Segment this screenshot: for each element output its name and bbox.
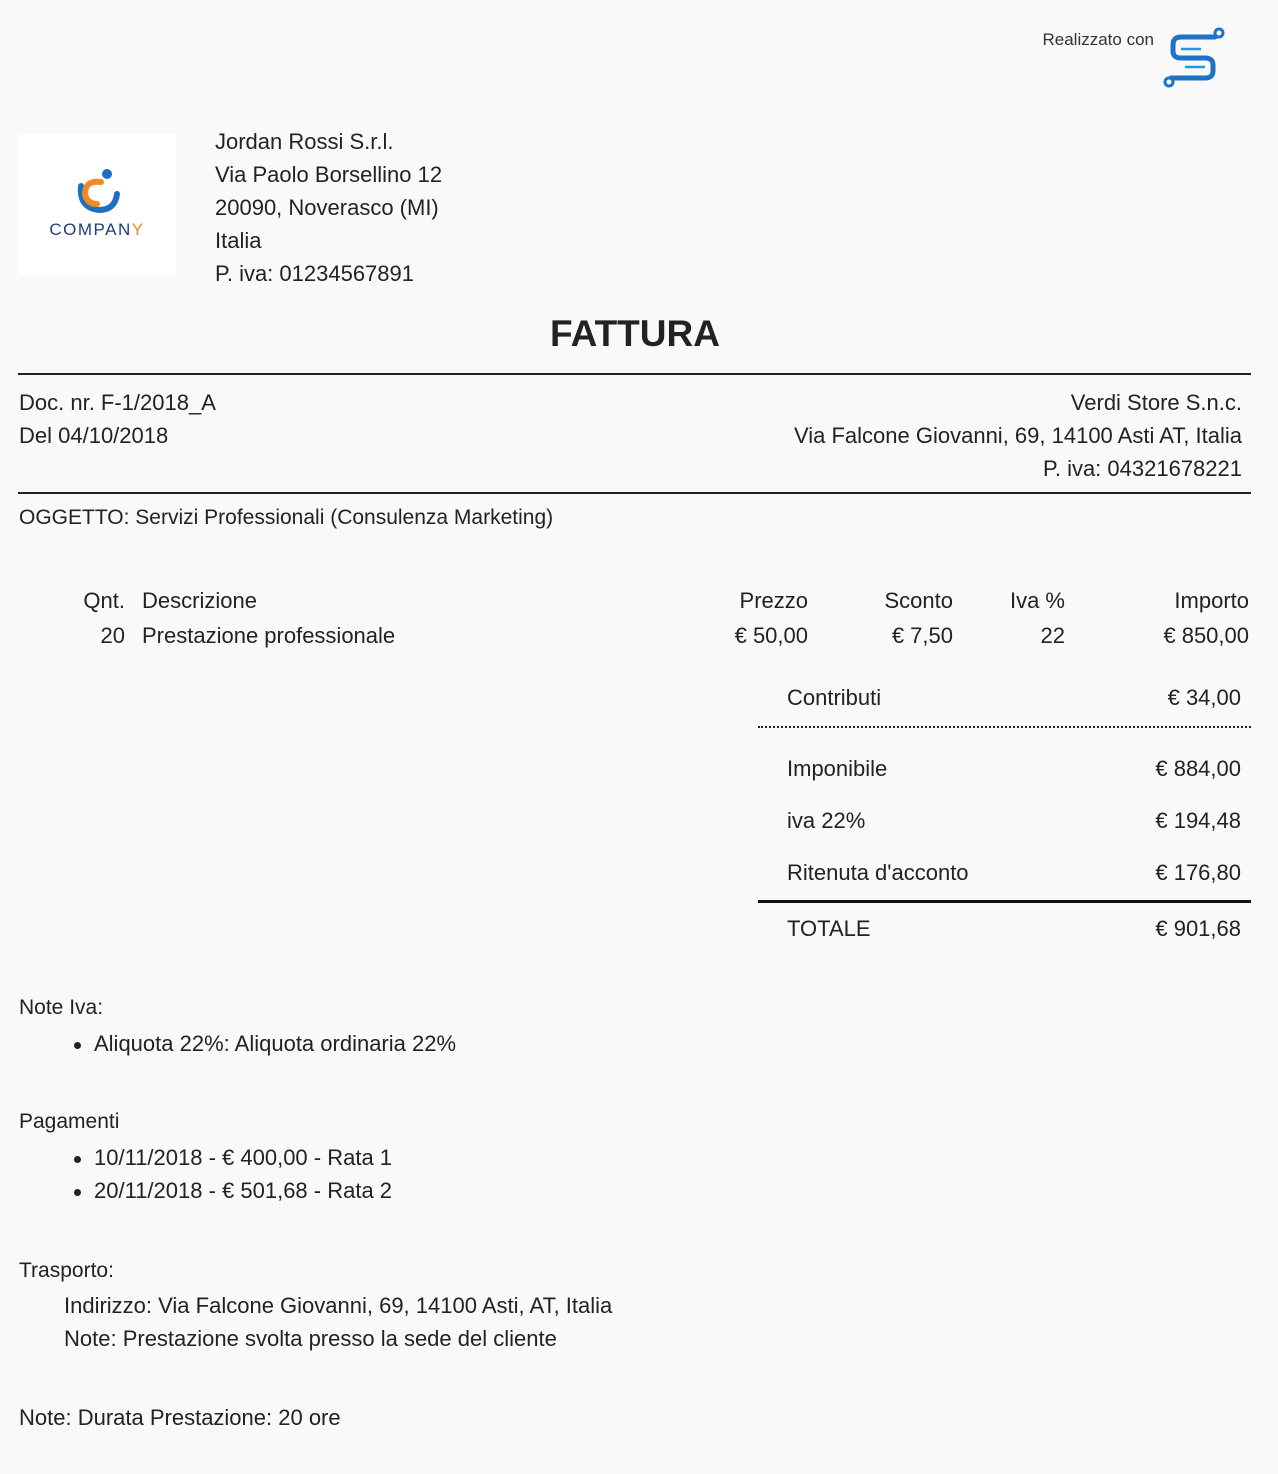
table-row <box>0 623 1278 657</box>
header-qty: Qnt. <box>83 588 125 613</box>
document-number: Doc. nr. F-1/2018_A <box>19 390 216 415</box>
company-swirl-logo-icon <box>71 164 123 216</box>
contributions-label: Contributi <box>787 685 882 710</box>
invoice-subject: OGGETTO: Servizi Professionali (Consulenza Marketing) <box>19 506 554 529</box>
row-description: Prestazione professionale <box>142 623 396 648</box>
total-value: € 901,68 <box>1155 916 1241 941</box>
list-item: Aliquota 22%: Aliquota ordinaria 22% <box>94 1027 456 1060</box>
header-price: Prezzo <box>739 588 808 613</box>
header-amount: Importo <box>1174 588 1249 613</box>
seller-vat: P. iva: 01234567891 <box>215 261 414 286</box>
list-item: 20/11/2018 - € 501,68 - Rata 2 <box>94 1174 392 1207</box>
document-title: FATTURA <box>550 313 720 354</box>
totals-grand-total <box>758 916 1251 950</box>
software-brand-s-icon <box>1161 27 1225 89</box>
row-qty: 20 <box>100 623 125 648</box>
payments-label: Pagamenti <box>19 1110 120 1133</box>
withholding-value: € 176,80 <box>1155 860 1241 885</box>
payments-list <box>94 1141 392 1207</box>
client-name: Verdi Store S.n.c. <box>1070 390 1242 415</box>
contributions-value: € 34,00 <box>1167 685 1241 710</box>
company-logo-text: COMPANY <box>49 220 145 239</box>
client-address: Via Falcone Giovanni, 69, 14100 Asti AT, Italia <box>793 423 1242 448</box>
transport-notes: Note: Prestazione svolta presso la sede del cliente <box>64 1326 557 1351</box>
items-table-header <box>0 588 1278 622</box>
header-discount: Sconto <box>884 588 953 613</box>
general-notes: Note: Durata Prestazione: 20 ore <box>19 1405 341 1430</box>
totals-taxable <box>758 756 1251 790</box>
taxable-label: Imponibile <box>787 756 888 781</box>
document-info <box>19 386 216 452</box>
transport-details <box>64 1289 612 1355</box>
transport-label: Trasporto: <box>19 1259 114 1282</box>
withholding-label: Ritenuta d'acconto <box>787 860 969 885</box>
vat-label: iva 22% <box>787 808 866 833</box>
document-date: Del 04/10/2018 <box>19 423 169 448</box>
seller-city: 20090, Noverasco (MI) <box>215 195 439 220</box>
divider <box>18 492 1251 494</box>
vat-notes-label: Note Iva: <box>19 996 104 1019</box>
vat-notes-list <box>94 1027 456 1060</box>
seller-street: Via Paolo Borsellino 12 <box>215 162 443 187</box>
row-discount: € 7,50 <box>891 623 953 648</box>
vat-value: € 194,48 <box>1155 808 1241 833</box>
seller-country: Italia <box>215 228 262 253</box>
made-with-label: Realizzato con <box>1042 30 1154 49</box>
client-block <box>794 386 1242 485</box>
header-vat: Iva % <box>1009 588 1065 613</box>
transport-address: Indirizzo: Via Falcone Giovanni, 69, 14100 Asti, AT, Italia <box>64 1293 613 1318</box>
total-label: TOTALE <box>787 916 871 941</box>
row-vat: 22 <box>1040 623 1065 648</box>
seller-name: Jordan Rossi S.r.l. <box>215 129 394 154</box>
list-item: 10/11/2018 - € 400,00 - Rata 1 <box>94 1141 392 1174</box>
totals-contributions <box>758 685 1251 719</box>
row-amount: € 850,00 <box>1163 623 1249 648</box>
totals-vat <box>758 808 1251 842</box>
total-divider <box>758 900 1251 903</box>
row-price: € 50,00 <box>734 623 808 648</box>
totals-withholding <box>758 860 1251 894</box>
company-logo <box>18 134 176 275</box>
header-description: Descrizione <box>142 588 257 613</box>
taxable-value: € 884,00 <box>1155 756 1241 781</box>
client-vat: P. iva: 04321678221 <box>1043 456 1242 481</box>
seller-block <box>215 125 442 290</box>
divider <box>18 373 1251 375</box>
dotted-divider <box>758 726 1251 728</box>
